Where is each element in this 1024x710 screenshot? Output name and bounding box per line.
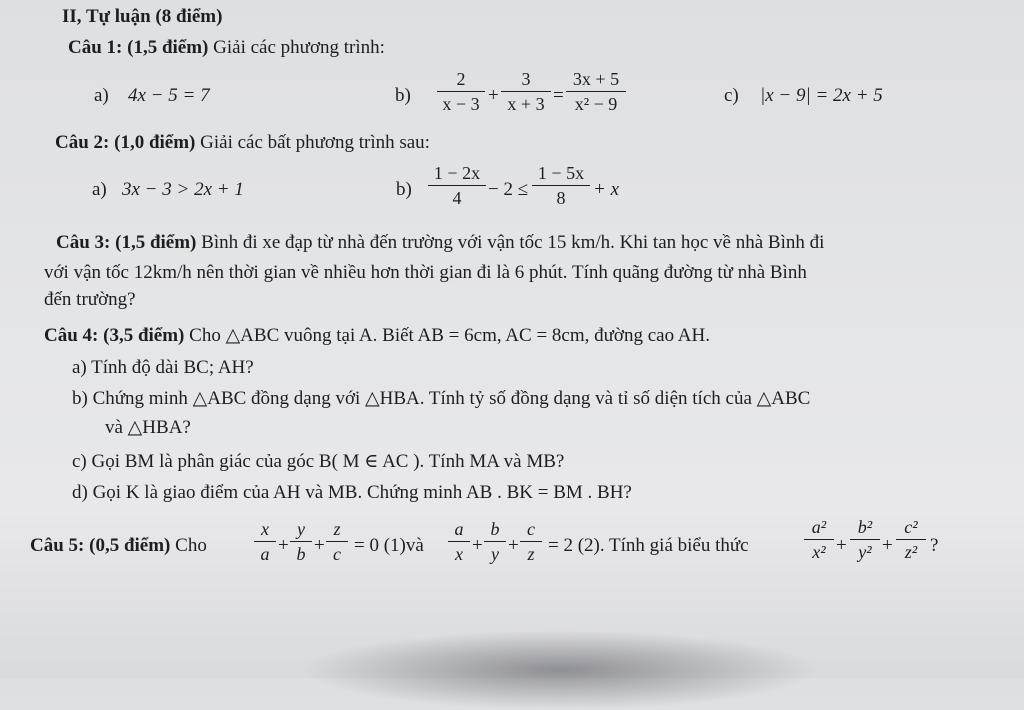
fraction-denominator: c (333, 544, 341, 564)
q1-c-label: c) (724, 85, 739, 106)
fraction-denominator: x² − 9 (574, 94, 618, 114)
q1-a-equation: 4x − 5 = 7 (128, 85, 210, 106)
q5-fraction-z-c (326, 520, 348, 563)
shadow-overlay (300, 630, 820, 710)
q1-b-fraction-1 (437, 70, 485, 113)
fraction-numerator: 3x + 5 (566, 70, 626, 92)
q5-fraction-a-x (448, 520, 470, 563)
q1-b-fraction-3 (566, 70, 626, 113)
question-3-line-2: với vận tốc 12km/h nên thời gian về nhiều hơn thời gian đi là 6 phút. Tính quãng đường từ nhà Bình (44, 262, 807, 283)
plus-sign: + (472, 535, 483, 556)
question-5-cho: Cho (170, 535, 207, 556)
q2-b-label: b) (396, 179, 412, 200)
fraction-numerator: a² (804, 518, 834, 540)
fraction-numerator: 1 − 2x (428, 164, 486, 186)
fraction-denominator: y (491, 544, 499, 564)
section-title: II, Tự luận (8 điểm) (62, 6, 223, 27)
fraction-denominator: b (296, 544, 306, 564)
question-2-text: Giải các bất phương trình sau: (195, 132, 430, 153)
q1-a-label: a) (94, 85, 109, 106)
question-2-heading (55, 133, 430, 152)
q5-equation-1-rhs: = 0 (1)và (354, 535, 424, 556)
question-2-label: Câu 2: (1,0 điểm) (55, 132, 196, 153)
fraction-denominator: x + 3 (507, 94, 545, 114)
q5-fraction-a2-x2 (804, 518, 834, 561)
q5-fraction-b2-y2 (850, 518, 880, 561)
fraction-numerator: a (448, 520, 470, 542)
fraction-numerator: z (326, 520, 348, 542)
fraction-denominator: x − 3 (442, 94, 480, 114)
q5-equation-2-rhs: = 2 (2). Tính giá biểu thức (548, 535, 749, 556)
question-3-text: Bình đi xe đạp từ nhà đến trường với vận tốc 15 km/h. Khi tan học về nhà Bình đi (196, 232, 825, 253)
q1-c-equation: |x − 9| = 2x + 5 (760, 85, 883, 106)
plus-sign: + (836, 535, 847, 556)
question-3-line-1 (56, 233, 824, 252)
q2-b-middle: − 2 ≤ (488, 179, 529, 200)
fraction-denominator: 4 (452, 188, 462, 208)
q5-fraction-c-z (520, 520, 542, 563)
plus-sign: + (278, 535, 289, 556)
fraction-numerator: 3 (501, 70, 551, 92)
q4-part-b-line-2: và △HBA? (105, 417, 191, 438)
question-1-label: Câu 1: (1,5 điểm) (68, 37, 209, 58)
q5-fraction-b-y (484, 520, 506, 563)
plus-sign: + (508, 535, 519, 556)
fraction-denominator: z (527, 544, 535, 564)
q2-a-inequality: 3x − 3 > 2x + 1 (122, 179, 244, 200)
q1-b-fraction-2 (501, 70, 551, 113)
q5-fraction-y-b (290, 520, 312, 563)
q1-b-label: b) (395, 85, 411, 106)
q2-b-fraction-2 (532, 164, 590, 207)
question-5-heading (30, 536, 207, 555)
plus-sign: + (882, 535, 893, 556)
question-3-line-3: đến trường? (44, 289, 136, 310)
q4-part-a: a) Tính độ dài BC; AH? (72, 357, 254, 378)
fraction-numerator: c² (896, 518, 926, 540)
q4-part-c: c) Gọi BM là phân giác của góc B( M ∈ AC ). Tính MA và MB? (72, 451, 565, 472)
question-4-heading (44, 326, 710, 345)
plus-sign: + (488, 85, 499, 106)
question-4-label: Câu 4: (3,5 điểm) (44, 325, 185, 346)
question-1-heading (68, 38, 385, 57)
q5-fraction-c2-z2 (896, 518, 926, 561)
q4-part-b-line-1: b) Chứng minh △ABC đồng dạng với △HBA. Tính tỷ số đồng dạng và tỉ số diện tích của △ABC (72, 388, 811, 409)
fraction-denominator: x² (812, 542, 826, 562)
q4-part-d: d) Gọi K là giao điểm của AH và MB. Chứng minh AB . BK = BM . BH? (72, 482, 632, 503)
fraction-denominator: a (260, 544, 270, 564)
question-3-label: Câu 3: (1,5 điểm) (56, 232, 197, 253)
fraction-denominator: y² (858, 542, 872, 562)
fraction-denominator: z² (904, 542, 918, 562)
fraction-numerator: y (290, 520, 312, 542)
fraction-numerator: x (254, 520, 276, 542)
question-mark: ? (930, 535, 939, 556)
q2-b-fraction-1 (428, 164, 486, 207)
fraction-denominator: 8 (556, 188, 566, 208)
fraction-numerator: b (484, 520, 506, 542)
fraction-numerator: 1 − 5x (532, 164, 590, 186)
fraction-numerator: 2 (437, 70, 485, 92)
equals-sign: = (553, 85, 564, 106)
q2-b-tail: + x (593, 179, 620, 200)
question-4-text: Cho △ABC vuông tại A. Biết AB = 6cm, AC = 8cm, đường cao AH. (184, 325, 710, 346)
question-1-text: Giải các phương trình: (208, 37, 385, 58)
fraction-denominator: x (455, 544, 463, 564)
plus-sign: + (314, 535, 325, 556)
fraction-numerator: b² (850, 518, 880, 540)
q5-fraction-x-a (254, 520, 276, 563)
q2-a-label: a) (92, 179, 107, 200)
question-5-label: Câu 5: (0,5 điểm) (30, 535, 171, 556)
fraction-numerator: c (520, 520, 542, 542)
